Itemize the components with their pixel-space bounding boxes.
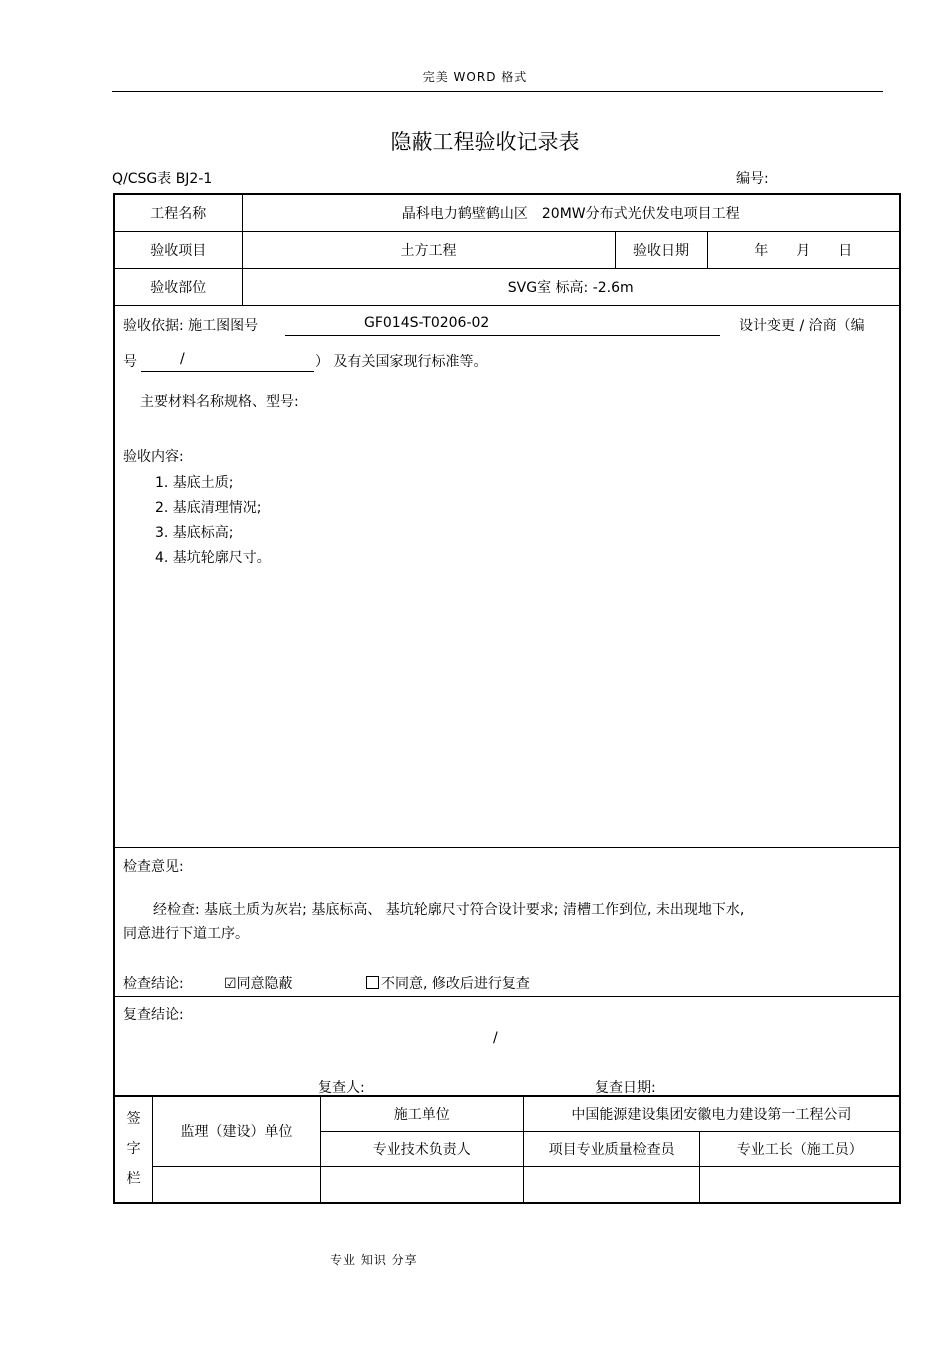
- drawing-number: GF014S-T0206-02: [364, 314, 490, 331]
- inspection-item-row: [114, 231, 900, 268]
- inspection-item-label: 验收项目: [114, 231, 242, 268]
- basis-line2-suffix: ） 及有关国家现行标准等。: [315, 353, 488, 370]
- project-name-row: [114, 194, 900, 231]
- inspection-item-value: 土方工程: [242, 231, 615, 268]
- number-label: 编号:: [736, 171, 769, 187]
- content-item: 1. 基底土质;: [155, 474, 234, 491]
- unchecked-checkbox-icon[interactable]: [366, 976, 379, 989]
- opinion-text-continued: 同意进行下道工序。: [123, 925, 249, 942]
- supervision-signature-field[interactable]: [153, 1166, 320, 1202]
- form-code: Q/CSG表 BJ2-1: [112, 171, 213, 187]
- page-footer: 专业 知识 分享: [330, 1253, 418, 1267]
- content-item: 3. 基底标高;: [155, 524, 234, 541]
- disagree-option[interactable]: [366, 973, 530, 993]
- signature-column-label: 签 字 栏: [115, 1096, 153, 1202]
- agree-option[interactable]: [224, 973, 293, 993]
- content-label: 验收内容:: [123, 448, 184, 465]
- page-header: 完美 WORD 格式: [422, 70, 528, 84]
- check-row: [114, 847, 900, 996]
- supervision-unit-label: 监理（建设）单位: [153, 1096, 320, 1166]
- basis-row: [114, 305, 900, 847]
- design-change-text: 设计变更 / 洽商（编: [739, 317, 865, 334]
- recheck-cell: [115, 997, 899, 1095]
- content-item: 4. 基坑轮廓尺寸。: [155, 549, 271, 566]
- foreman-signature-field[interactable]: [700, 1166, 899, 1202]
- basis-line2-prefix: 号: [123, 353, 137, 370]
- sign-row: [114, 1095, 900, 1203]
- disagree-label: 不同意, 修改后进行复查: [381, 975, 530, 992]
- construction-unit-label: 施工单位: [320, 1096, 523, 1131]
- content-item: 2. 基底清理情况;: [155, 499, 262, 516]
- construction-unit-value: 中国能源建设集团安徽电力建设第一工程公司: [523, 1096, 899, 1131]
- inspection-part-row: [114, 268, 900, 305]
- recheck-person-label: 复查人:: [318, 1079, 365, 1096]
- opinion-label: 检查意见:: [123, 858, 184, 875]
- page-title: 隐蔽工程验收记录表: [390, 130, 580, 154]
- quality-inspector-signature-field[interactable]: [523, 1166, 700, 1202]
- inspection-record-table: [113, 193, 901, 1204]
- basis-label: 验收依据: 施工图图号: [123, 317, 259, 334]
- header-divider: [112, 91, 883, 92]
- foreman-label: 专业工长（施工员）: [700, 1131, 899, 1166]
- tech-lead-label: 专业技术负责人: [320, 1131, 523, 1166]
- tech-lead-signature-field[interactable]: [320, 1166, 523, 1202]
- inspection-date-value: 年 月 日: [707, 231, 900, 268]
- recheck-row: [114, 996, 900, 1095]
- drawing-no-underline: [285, 335, 720, 336]
- change-number: /: [180, 350, 185, 367]
- recheck-label: 复查结论:: [123, 1006, 184, 1023]
- check-cell: [115, 848, 899, 996]
- inspection-date-label: 验收日期: [615, 231, 707, 268]
- agree-label: 同意隐蔽: [236, 975, 293, 992]
- checked-checkbox-icon[interactable]: ☑: [224, 975, 237, 992]
- quality-inspector-label: 项目专业质量检查员: [523, 1131, 700, 1166]
- recheck-date-label: 复查日期:: [595, 1079, 656, 1096]
- materials-label: 主要材料名称规格、型号:: [140, 393, 299, 410]
- basis-cell: [115, 306, 899, 847]
- recheck-value: /: [493, 1029, 498, 1046]
- inspection-part-label: 验收部位: [114, 268, 242, 305]
- conclusion-label: 检查结论:: [123, 975, 184, 992]
- project-name-value: 晶科电力鹤壁鹤山区 20MW分布式光伏发电项目工程: [242, 194, 900, 231]
- project-name-label: 工程名称: [114, 194, 242, 231]
- opinion-text: 经检查: 基底土质为灰岩; 基底标高、 基坑轮廓尺寸符合设计要求; 清槽工作到位, 未出现地下水,: [153, 901, 745, 918]
- change-no-underline: [141, 371, 314, 372]
- signature-table: [115, 1096, 899, 1203]
- inspection-part-value: SVG室 标高: -2.6m: [242, 268, 900, 305]
